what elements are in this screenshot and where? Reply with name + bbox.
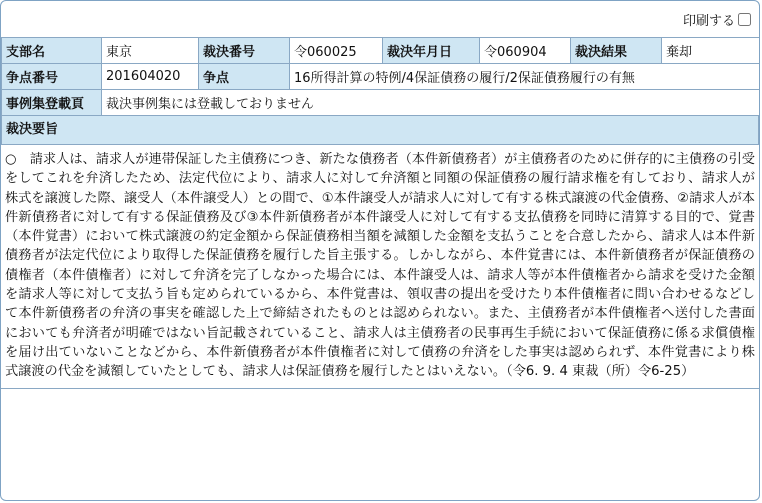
print-row (1, 1, 759, 37)
issue-label: 争点 (199, 64, 290, 90)
issue-no-label: 争点番号 (2, 64, 102, 90)
issue-value: 16所得計算の特例/4保証債務の履行/2保証債務履行の有無 (290, 64, 761, 90)
result-value: 棄却 (662, 38, 761, 64)
casebook-value: 裁決事例集には登載しておりません (102, 90, 761, 116)
info-row-2 (2, 64, 761, 90)
branch-label: 支部名 (2, 38, 102, 64)
summary-text: ○ 請求人は、請求人が連帯保証した主債務につき、新たな債務者（本件新債務者）が主債務者のために併存的に主債務の引受をしてこれを弁済したため、法定代位により、請求人に対して弁済額と同額の保証債務の履行請求権を有しており、請求人が株式を譲渡した際、譲受人（本件譲受人）との間で、①本件譲受人が請求人に対して有する株式譲渡の代金債務、②請求人が本件新債務者に対して有する保証債務及び③本件新債務者が本件譲受人に対して有する支払債務を同時に清算する目的で、覚書（本件覚書）において株式譲渡の約定金額から保証債務相当額を減額した金額を支払うことを合意したから、請求人は本件新債務者が法定代位により取得した保証債務を履行した旨主張する。しかしながら、本件覚書には、本件新債務者が保証債務の債権者（本件債権者）に対して弁済を完了しなかった場合には、本件譲受人は、請求人等が本件債権者から請求を受けた金額を請求人等に対して支払う旨も定められているから、本件覚書は、領収書の提出を受けたり本件債権者に問い合わせるなどして本件新債務者の弁済の事実を確認した上で締結されたものとは認められない。また、主債務者が本件債権者へ送付した書面においても弁済者が明確ではない旨記載されていること、請求人は主債務者の民事再生手続において保証債務に係る求償債権を届け出ていないことなどから、本件新債務者が本件債権者に対して債務の弁済をした事実は認められず、本件覚書により株式譲渡の代金を減額していたとしても、請求人は保証債務を履行したとはいえない。（令6. 9. 4 東裁（所）令6-25） (1, 145, 759, 389)
branch-value: 東京 (102, 38, 199, 64)
print-label: 印刷する (682, 13, 735, 29)
bottom-spacer (1, 389, 759, 419)
decision-date-label: 裁決年月日 (383, 38, 480, 64)
casebook-label: 事例集登載頁 (2, 90, 102, 116)
info-row-1 (2, 38, 761, 64)
decision-no-value: 令060025 (290, 38, 383, 64)
info-row-3 (2, 90, 761, 116)
decision-date-value: 令060904 (480, 38, 571, 64)
result-label: 裁決結果 (571, 38, 662, 64)
decision-no-label: 裁決番号 (199, 38, 290, 64)
info-table (1, 37, 760, 116)
print-checkbox[interactable] (738, 13, 751, 26)
print-option[interactable] (683, 10, 751, 29)
issue-no-value: 201604020 (102, 64, 199, 90)
summary-heading: 裁決要旨 (1, 116, 759, 145)
